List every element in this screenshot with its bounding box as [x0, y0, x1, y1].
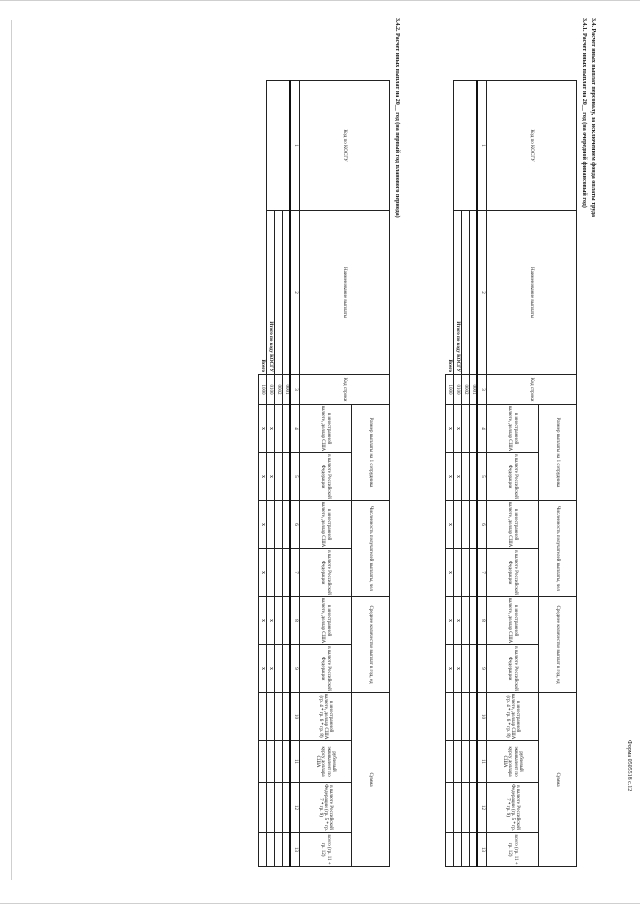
header-avg-count: Среднее количество выплат в год, ед	[539, 597, 577, 693]
header-in-rub: в валюте Российской Федерации	[300, 549, 352, 597]
value-cell[interactable]	[454, 783, 462, 833]
value-cell[interactable]	[259, 783, 267, 833]
value-cell[interactable]	[275, 501, 283, 549]
value-cell[interactable]	[275, 549, 283, 597]
grand-total-row	[259, 81, 267, 867]
x-mark: x	[454, 453, 462, 501]
col-number: 11	[478, 741, 487, 783]
header-sum-rub-eq: рублевый эквивалент по курсу доллара США	[300, 741, 352, 783]
value-cell[interactable]	[462, 597, 470, 645]
section-title: 3.4. Расчет иных выплат персоналу, за исключением фонда оплаты труда	[590, 18, 596, 218]
value-cell[interactable]	[454, 501, 462, 549]
x-mark: x	[454, 405, 462, 453]
col-number: 5	[478, 453, 487, 501]
col-number: 9	[478, 645, 487, 693]
value-cell[interactable]	[267, 833, 275, 867]
col-number: 6	[478, 501, 487, 549]
col-number: 11	[291, 741, 300, 783]
header-in-rub: в валюте Российской Федерации	[487, 645, 539, 693]
value-cell[interactable]	[470, 833, 478, 867]
line-code-cell: 0100	[454, 375, 462, 405]
col-number: 10	[478, 693, 487, 741]
header-total: всего (гр. 11 + гр. 12)	[300, 833, 352, 867]
col-number: 13	[478, 833, 487, 867]
header-in-usd: в иностранной валюте, доллар США	[300, 597, 352, 645]
header-kosgu: Код по КОСГУ	[300, 81, 390, 211]
table-row	[470, 81, 478, 867]
value-cell[interactable]	[275, 453, 283, 501]
col-number: 4	[478, 405, 487, 453]
grand-total-label: Всего	[446, 211, 454, 375]
value-cell[interactable]	[462, 693, 470, 741]
col-number: 4	[291, 405, 300, 453]
value-cell[interactable]	[259, 741, 267, 783]
column-numbers-row	[291, 81, 300, 867]
value-cell[interactable]	[454, 693, 462, 741]
x-mark: x	[267, 597, 275, 645]
value-cell[interactable]	[454, 549, 462, 597]
value-cell[interactable]	[275, 783, 283, 833]
value-cell[interactable]	[454, 741, 462, 783]
header-recipients: Численность получателей выплаты, чел	[352, 501, 390, 597]
header-payment-size: Размер выплаты на 1 сотрудника	[539, 405, 577, 501]
value-cell[interactable]	[283, 833, 291, 867]
col-number: 2	[478, 211, 487, 375]
x-mark: x	[446, 549, 454, 597]
header-sum: Сумма	[352, 693, 390, 867]
col-number: 6	[291, 501, 300, 549]
value-cell[interactable]	[446, 783, 454, 833]
value-cell[interactable]	[275, 833, 283, 867]
col-number: 9	[291, 645, 300, 693]
kosgu-total-label: Итого по коду КОСГУ	[267, 211, 275, 375]
blank-cell	[446, 81, 454, 211]
grand-total-label: Всего	[259, 211, 267, 375]
header-sum-usd: в иностранной валюте, доллар США (гр. 4 * гр. 6 * гр. 8)	[300, 693, 352, 741]
col-number: 8	[291, 597, 300, 645]
col-number: 12	[478, 783, 487, 833]
value-cell[interactable]	[283, 783, 291, 833]
name-cell[interactable]	[283, 211, 291, 375]
kosgu-total-label: Итого по коду КОСГУ	[454, 211, 462, 375]
line-code-cell: 1000	[446, 375, 454, 405]
form-number: Форма 0505518 с.12	[626, 740, 632, 792]
line-code-cell: 0001	[283, 375, 291, 405]
header-sum-rub: в валюте Российской Федерации (гр. 5 * гр. 7 * гр. 9)	[487, 783, 539, 833]
table-row	[283, 81, 291, 867]
line-code-cell: 0002	[275, 375, 283, 405]
col-number: 1	[478, 81, 487, 211]
value-cell[interactable]	[259, 693, 267, 741]
header-sum: Сумма	[539, 693, 577, 867]
x-mark: x	[454, 645, 462, 693]
value-cell[interactable]	[283, 645, 291, 693]
header-name: Наименование выплаты	[300, 211, 390, 375]
header-recipients: Численность получателей выплаты, чел	[539, 501, 577, 597]
header-in-usd: в иностранной валюте, доллар США	[487, 405, 539, 453]
name-cell[interactable]	[470, 211, 478, 375]
col-number: 7	[291, 549, 300, 597]
grand-total-row	[446, 81, 454, 867]
col-number: 13	[291, 833, 300, 867]
x-mark: x	[267, 453, 275, 501]
value-cell[interactable]	[446, 833, 454, 867]
value-cell[interactable]	[283, 693, 291, 741]
value-cell[interactable]	[470, 693, 478, 741]
value-cell[interactable]	[462, 645, 470, 693]
header-avg-count: Среднее количество выплат в год, ед	[352, 597, 390, 693]
line-code-cell: 0100	[267, 375, 275, 405]
name-cell[interactable]	[275, 211, 283, 375]
header-in-usd: в иностранной валюте, доллар США	[300, 501, 352, 549]
col-number: 12	[291, 783, 300, 833]
subsection-2-title: 3.4.2. Расчет иных выплат на 20__ год (на первый год планового периода)	[394, 18, 400, 218]
line-code-cell: 0002	[462, 375, 470, 405]
header-in-rub: в валюте Российской Федерации	[487, 549, 539, 597]
header-in-rub: в валюте Российской Федерации	[300, 645, 352, 693]
value-cell[interactable]	[462, 501, 470, 549]
value-cell[interactable]	[283, 405, 291, 453]
value-cell[interactable]	[470, 405, 478, 453]
value-cell[interactable]	[470, 645, 478, 693]
header-in-usd: в иностранной валюте, доллар США	[300, 405, 352, 453]
header-sum-rub: в валюте Российской Федерации (гр. 5 * гр. 7 * гр. 9)	[300, 783, 352, 833]
payments-table-2	[258, 80, 390, 867]
name-cell[interactable]	[462, 211, 470, 375]
col-number: 8	[478, 597, 487, 645]
value-cell[interactable]	[462, 549, 470, 597]
value-cell[interactable]	[259, 833, 267, 867]
header-total: всего (гр. 11 + гр. 12)	[487, 833, 539, 867]
value-cell[interactable]	[462, 453, 470, 501]
value-cell[interactable]	[267, 741, 275, 783]
header-name: Наименование выплаты	[487, 211, 577, 375]
x-mark: x	[259, 501, 267, 549]
col-number: 3	[291, 375, 300, 405]
x-mark: x	[259, 549, 267, 597]
value-cell[interactable]	[462, 833, 470, 867]
header-kosgu: Код по КОСГУ	[487, 81, 577, 211]
header-payment-size: Размер выплаты на 1 сотрудника	[352, 405, 390, 501]
value-cell[interactable]	[283, 741, 291, 783]
value-cell[interactable]	[446, 741, 454, 783]
value-cell[interactable]	[470, 501, 478, 549]
payments-table-1	[445, 80, 577, 867]
header-in-usd: в иностранной валюте, доллар США	[487, 501, 539, 549]
header-in-rub: в валюте Российской Федерации	[487, 453, 539, 501]
header-sum-rub-eq: рублевый эквивалент по курсу доллара США	[487, 741, 539, 783]
value-cell[interactable]	[275, 597, 283, 645]
x-mark: x	[267, 405, 275, 453]
x-mark: x	[259, 645, 267, 693]
col-number: 3	[478, 375, 487, 405]
x-mark: x	[454, 597, 462, 645]
value-cell[interactable]	[454, 833, 462, 867]
x-mark: x	[259, 453, 267, 501]
x-mark: x	[446, 501, 454, 549]
value-cell[interactable]	[267, 549, 275, 597]
value-cell[interactable]	[283, 453, 291, 501]
value-cell[interactable]	[462, 405, 470, 453]
value-cell[interactable]	[275, 741, 283, 783]
x-mark: x	[267, 645, 275, 693]
value-cell[interactable]	[283, 549, 291, 597]
value-cell[interactable]	[275, 693, 283, 741]
value-cell[interactable]	[275, 405, 283, 453]
value-cell[interactable]	[446, 693, 454, 741]
subsection-1-title: 3.4.1. Расчет иных выплат на 20__ год (на очередной финансовый год)	[581, 18, 587, 208]
line-code-cell: 0001	[470, 375, 478, 405]
value-cell[interactable]	[470, 549, 478, 597]
col-number: 5	[291, 453, 300, 501]
header-line-code: Код строки	[487, 375, 577, 405]
line-code-cell: 1000	[259, 375, 267, 405]
value-cell[interactable]	[267, 693, 275, 741]
x-mark: x	[446, 453, 454, 501]
header-sum-usd: в иностранной валюте, доллар США (гр. 4 * гр. 6 * гр. 8)	[487, 693, 539, 741]
col-number: 2	[291, 211, 300, 375]
col-number: 10	[291, 693, 300, 741]
col-number: 7	[478, 549, 487, 597]
kosgu-cell[interactable]	[267, 81, 291, 211]
value-cell[interactable]	[267, 783, 275, 833]
value-cell[interactable]	[462, 783, 470, 833]
x-mark: x	[446, 597, 454, 645]
value-cell[interactable]	[470, 453, 478, 501]
column-numbers-row	[478, 81, 487, 867]
x-mark: x	[446, 405, 454, 453]
x-mark: x	[446, 645, 454, 693]
blank-cell	[259, 81, 267, 211]
value-cell[interactable]	[283, 501, 291, 549]
kosgu-cell[interactable]	[454, 81, 478, 211]
value-cell[interactable]	[462, 741, 470, 783]
value-cell[interactable]	[267, 501, 275, 549]
value-cell[interactable]	[470, 597, 478, 645]
value-cell[interactable]	[275, 645, 283, 693]
value-cell[interactable]	[283, 597, 291, 645]
header-in-rub: в валюте Российской Федерации	[300, 453, 352, 501]
x-mark: x	[259, 597, 267, 645]
value-cell[interactable]	[470, 783, 478, 833]
x-mark: x	[259, 405, 267, 453]
col-number: 1	[291, 81, 300, 211]
header-in-usd: в иностранной валюте, доллар США	[487, 597, 539, 645]
header-line-code: Код строки	[300, 375, 390, 405]
value-cell[interactable]	[470, 741, 478, 783]
